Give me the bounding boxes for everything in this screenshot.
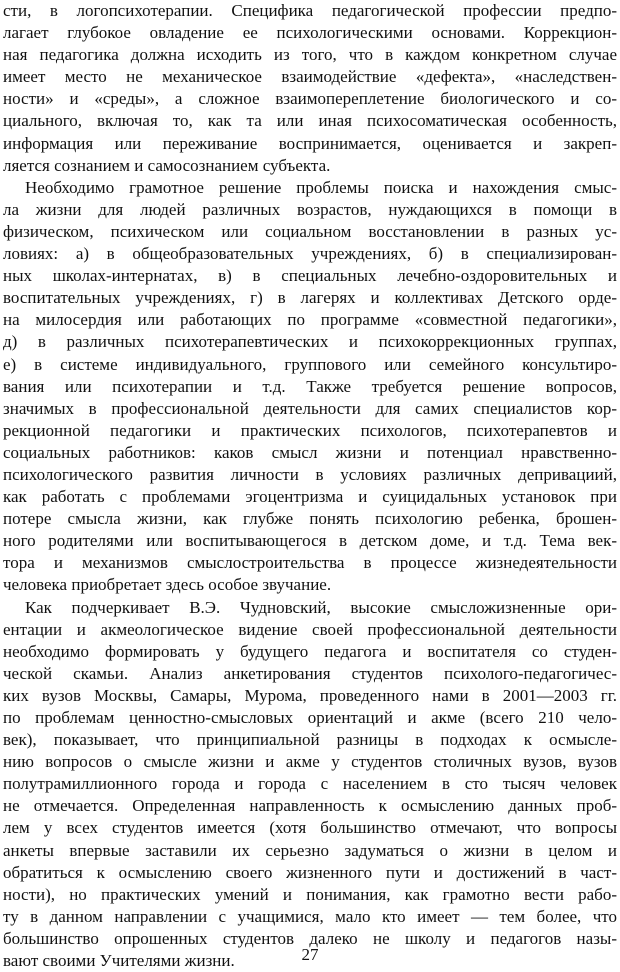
text-line: на милосердия или работающих по программе «совместной педагогики», [3,310,617,330]
text-line: лагает глубокое овладение ее психологическими основами. Коррекцион- [3,23,617,43]
page-number: 27 [301,945,319,964]
text-line: ного родителями или воспитывающегося в детском доме, и т.д. Тема век- [3,531,617,551]
text-line: по проблемам ценностно-смысловых ориентаций и акме (всего 210 чело- [3,708,617,727]
body-text [3,0,617,972]
text-line: лем у всех студентов имеется (хотя большинство отмечают, что вопросы [3,818,617,838]
paragraph [3,177,617,597]
text-line: обратиться к осмыслению своего жизненного пути и достижений в част- [3,862,617,882]
text-line: большинство опрошенных студентов далеко не школу и педагогов назы- [3,928,617,948]
text-line: сти, в логопсихотерапии. Специфика педагогической профессии предпо- [3,1,617,20]
text-line: Необходимо грамотное решение проблемы поиска и нахождения смыс- [25,177,617,197]
text-line: полутрамиллионного города и города с населением в сто тысяч человек [3,774,617,794]
text-line: ловиях: а) в общеобразовательных учреждениях, б) в специализирован- [3,244,617,264]
text-line: ляется сознанием и самосознанием субъекта. [3,155,331,175]
text-line: значимых в профессиональной деятельности для самих специалистов кор- [3,398,617,418]
text-line: необходимо формировать у будущего педагога и воспитателя со студен- [3,641,617,661]
text-line: вают своими Учителями жизни. [3,951,235,971]
text-line: циального, включая то, как та или иная психосоматическая особенность, [3,111,617,131]
text-line: ности» и «среды», а сложное взаимопереплетение биологического и со- [3,89,617,109]
text-line: не отмечается. Определенная направленность к осмыслению данных проб- [3,796,617,816]
text-line: нию вопросов о смысле жизни и акме у студентов столичных вузов, вузов [3,752,617,772]
text-line: рекционной педагогики и практических психологов, психотерапевтов и [3,420,617,440]
text-line: ентации и акмеологическое видение своей профессиональной деятельности [3,619,617,639]
text-line: ческой скамьи. Анализ анкетирования студентов психолого-педагогичес- [3,663,617,683]
text-line: как работать с проблемами эгоцентризма и суицидальных установок при [3,487,617,507]
text-line: тора и механизмов смыслостроительства в процессе жизнедеятельности [3,553,617,573]
text-line: е) в системе индивидуального, группового или семейного консультиро- [3,354,617,374]
text-line: Как подчеркивает В.Э. Чудновский, высокие смысложизненные ори- [25,597,617,617]
paragraph [3,597,617,972]
text-line: потере смысла жизни, как глубже понять психологию ребенка, брошен- [3,509,617,529]
paragraph [3,0,617,177]
text-line: ту в данном направлении с учащимися, мало кто имеет — тем более, что [3,906,617,926]
text-line: социальных работников: каков смысл жизни и потенциал нравственно- [3,442,617,462]
text-line: вания или психотерапии и т.д. Также требуется решение вопросов, [3,376,617,396]
text-line: ности), но практических умений и понимания, как грамотно вести рабо- [3,884,617,904]
text-line: анкеты впервые заставили их серьезно задуматься о жизни в целом и [3,840,617,860]
text-line: век), показывает, что принципиальной разницы в подходах к осмысле- [3,730,617,750]
text-line: психологического развития личности в условиях различных депривациий, [3,464,617,484]
text-line: информация или переживание воспринимается, оценивается и закреп- [3,133,617,153]
text-line: ла жизни для людей различных возрастов, нуждающихся в помощи в [3,199,617,219]
text-line: человека приобретает здесь особое звучание. [3,575,332,595]
text-line: д) в различных психотерапевтических и психокоррекционных группах, [3,332,617,352]
text-line: ных школах-интернатах, в) в специальных лечебно-оздоровительных и [3,266,617,286]
text-line: физическом, психическом или социальном восстановлении в разных ус- [3,221,617,241]
text-line: имеет место не механическое взаимодействие «дефекта», «наследствен- [3,67,617,87]
text-line: ких вузов Москвы, Самары, Мурома, проведенного нами в 2001—2003 гг. [3,685,617,705]
text-line: воспитательных учреждениях, г) в лагерях и коллективах Детского орде- [3,288,617,308]
text-line: ная педагогика должна исходить из того, что в каждом конкретном случае [3,45,617,65]
